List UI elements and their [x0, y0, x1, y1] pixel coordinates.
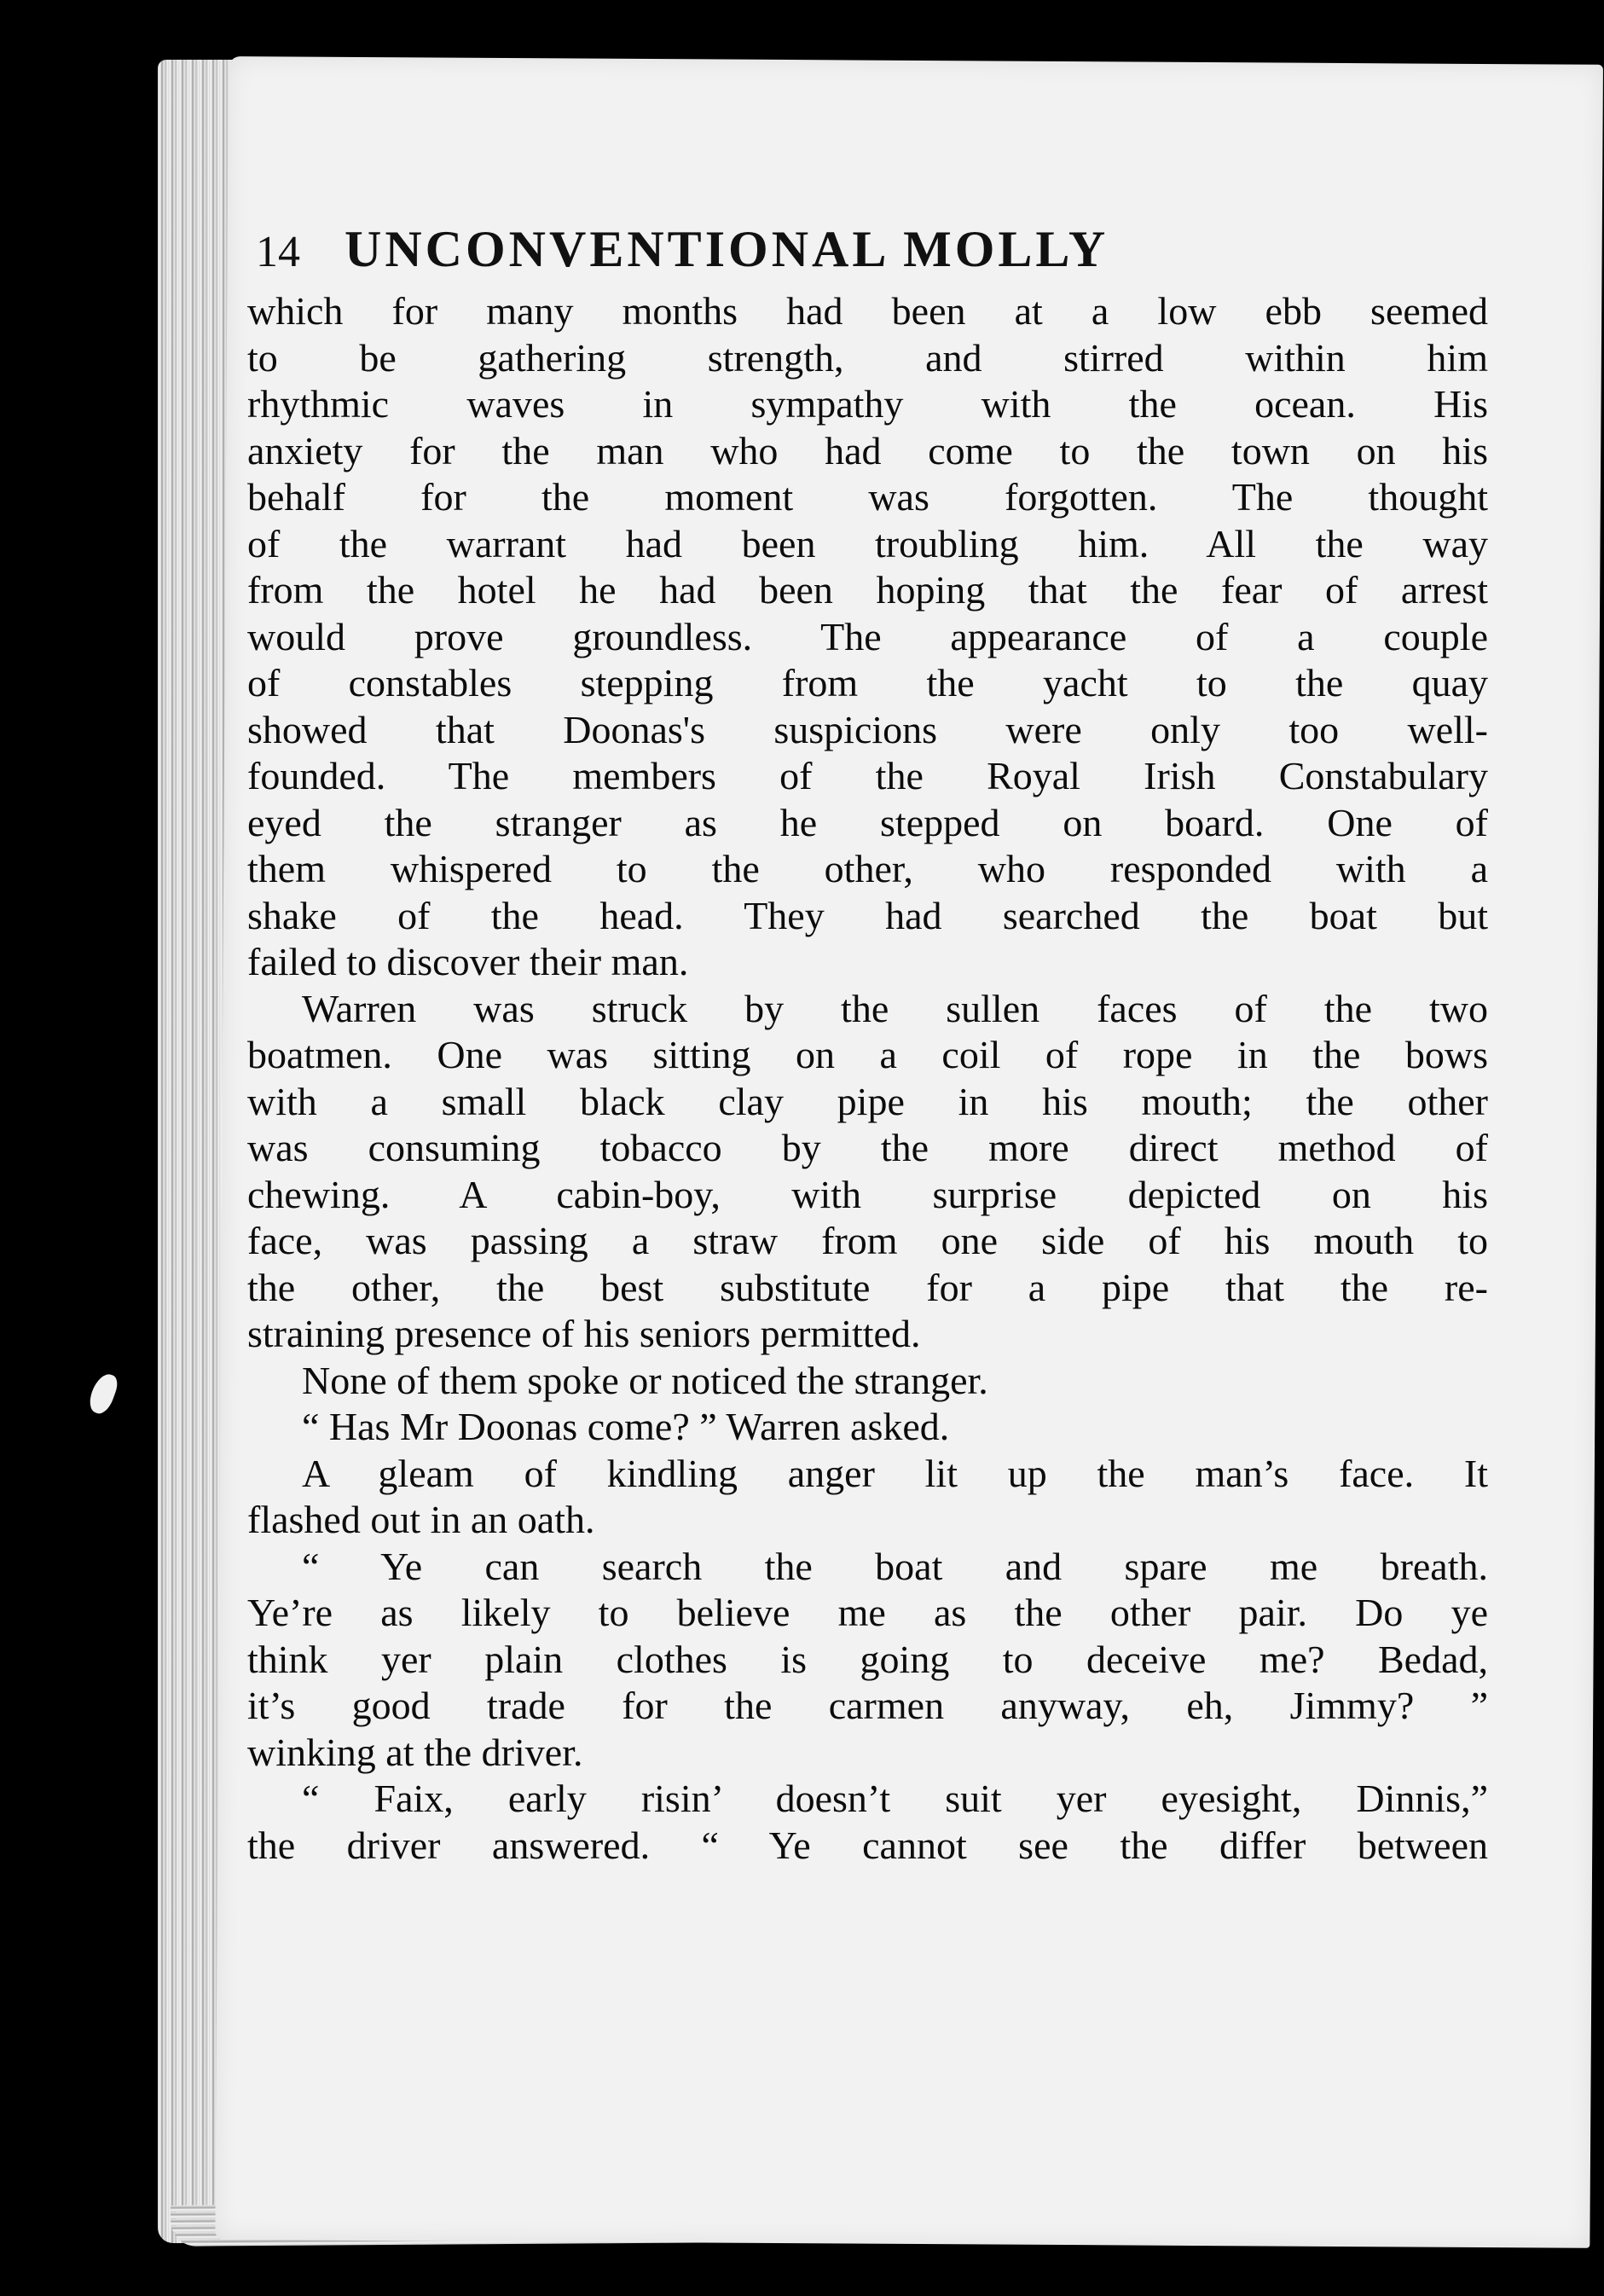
- running-title: UNCONVENTIONAL MOLLY: [345, 221, 1109, 277]
- text-line: the driver answered. “ Ye cannot see the differ between: [247, 1823, 1488, 1867]
- text-line: them whispered to the other, who responded with a: [247, 847, 1488, 890]
- text-line: straining presence of his seniors permitted.: [247, 1312, 921, 1355]
- text-line: Warren was struck by the sullen faces of the two: [302, 986, 1488, 1030]
- text-line: “ Faix, early risin’ doesn’t suit yer eyesight, Dinnis,”: [302, 1777, 1488, 1820]
- text-line: chewing. A cabin-boy, with surprise depicted on his: [247, 1172, 1488, 1216]
- text-line: eyed the stranger as he stepped on board. One of: [247, 800, 1488, 844]
- text-line: founded. The members of the Royal Irish Constabulary: [247, 754, 1488, 797]
- text-line: of constables stepping from the yacht to the quay: [247, 661, 1488, 704]
- text-line: boatmen. One was sitting on a coil of rope in the bows: [247, 1033, 1488, 1076]
- text-line: the other, the best substitute for a pipe that the re-: [247, 1265, 1488, 1309]
- text-line: anxiety for the man who had come to the town on his: [247, 428, 1488, 473]
- text-line: behalf for the moment was forgotten. The thought: [247, 475, 1488, 519]
- text-line: “ Has Mr Doonas come? ” Warren asked.: [302, 1405, 950, 1448]
- text-line: of the warrant had been troubling him. All the way: [247, 521, 1488, 565]
- text-line: to be gathering strength, and stirred within him: [247, 335, 1488, 380]
- text-line: Ye’re as likely to believe me as the other pair. Do ye: [247, 1591, 1488, 1634]
- text-line: showed that Doonas's suspicions were only too well-: [247, 707, 1488, 751]
- page-number: 14: [256, 228, 300, 276]
- text-line: A gleam of kindling anger lit up the man’s face. It: [302, 1451, 1488, 1495]
- text-line: “ Ye can search the boat and spare me breath.: [302, 1544, 1488, 1588]
- text-line: with a small black clay pipe in his mouth; the other: [247, 1079, 1488, 1123]
- text-line: flashed out in an oath.: [247, 1498, 595, 1541]
- body-text: [247, 288, 1488, 1869]
- text-line: from the hotel he had been hoping that the fear of arrest: [247, 568, 1488, 612]
- text-line: None of them spoke or noticed the stranger.: [302, 1358, 988, 1402]
- text-line: it’s good trade for the carmen anyway, eh, Jimmy? ”: [247, 1684, 1488, 1727]
- text-line: winking at the driver.: [247, 1730, 583, 1774]
- text-line: think yer plain clothes is going to deceive me? Bedad,: [247, 1637, 1488, 1681]
- text-line: face, was passing a straw from one side of his mouth to: [247, 1219, 1488, 1262]
- page-header: [256, 220, 1407, 279]
- text-line: would prove groundless. The appearance of a couple: [247, 614, 1488, 658]
- text-line: shake of the head. They had searched the boat but: [247, 893, 1488, 937]
- paper-speck: [86, 1371, 121, 1417]
- text-line: rhythmic waves in sympathy with the ocean. His: [247, 382, 1488, 426]
- text-line: was consuming tobacco by the more direct method of: [247, 1126, 1488, 1169]
- text-line: which for many months had been at a low ebb seemed: [247, 289, 1488, 333]
- text-line: failed to discover their man.: [247, 940, 689, 983]
